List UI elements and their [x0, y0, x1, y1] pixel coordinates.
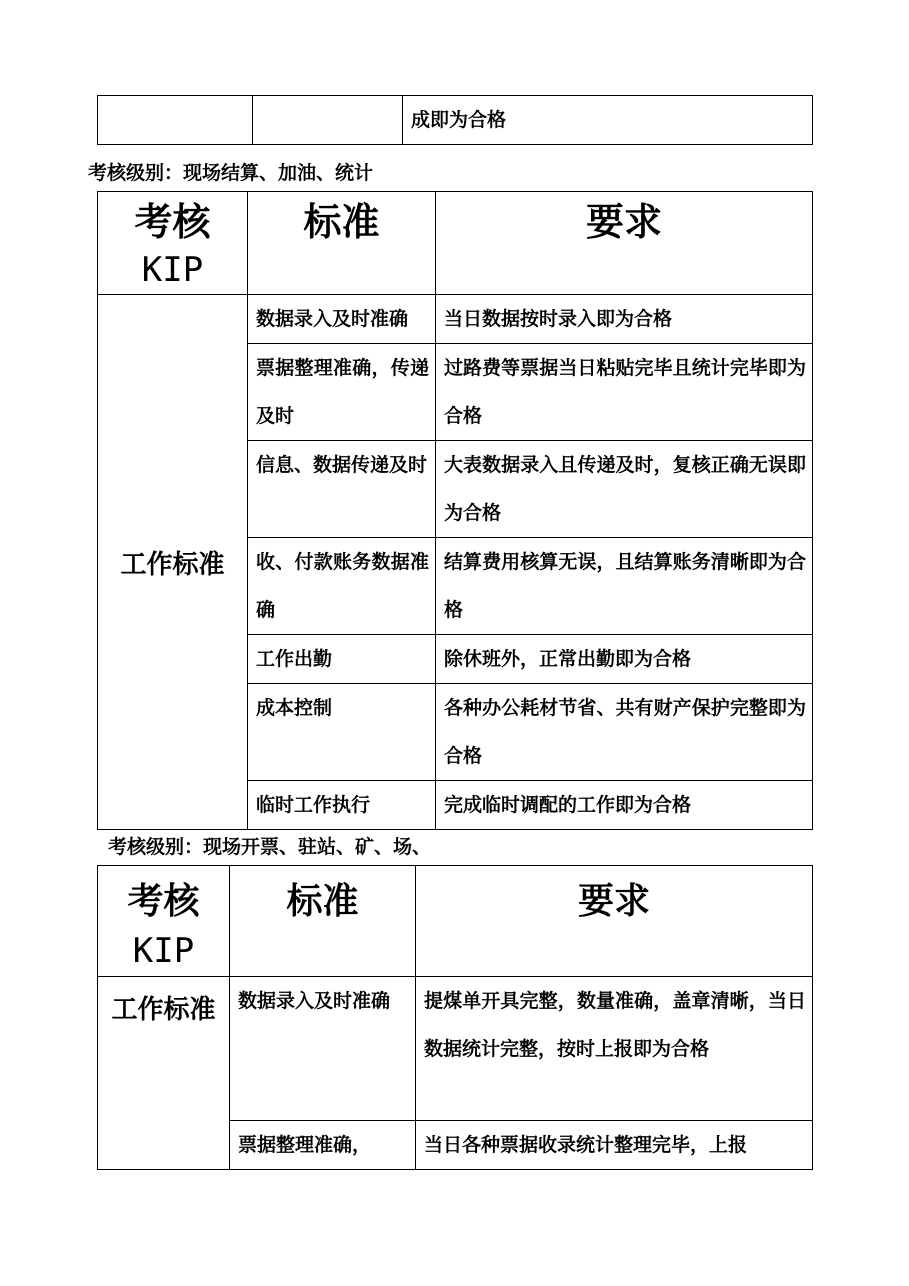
header-kip-line2: KIP — [132, 931, 195, 971]
header-standard: 标准 — [230, 866, 416, 977]
section2-header-row — [98, 866, 813, 977]
header-kip-line1: 考核 — [127, 880, 200, 922]
row-header-work-standard: 工作标准 — [98, 295, 248, 830]
requirement-cell: 当日各种票据收录统计整理完毕，上报 — [416, 1121, 813, 1170]
header-kip-line1: 考核 — [134, 199, 211, 244]
fragment-cell-1 — [98, 96, 253, 145]
table-row — [98, 295, 813, 344]
section1-table — [97, 191, 813, 830]
section1-label: 考核级别：现场结算、加油、统计 — [88, 162, 374, 184]
header-kip — [98, 192, 248, 295]
standard-cell: 工作出勤 — [248, 635, 436, 684]
standard-cell: 临时工作执行 — [248, 781, 436, 830]
top-fragment-table — [97, 95, 813, 145]
table-row — [98, 977, 813, 1121]
standard-cell: 收、付款账务数据准确 — [248, 538, 436, 635]
standard-cell: 票据整理准确， — [230, 1121, 416, 1170]
section2-table — [97, 865, 813, 1170]
standard-cell: 信息、数据传递及时 — [248, 441, 436, 538]
requirement-cell: 各种办公耗材节省、共有财产保护完整即为合格 — [436, 684, 813, 781]
requirement-cell: 除休班外，正常出勤即为合格 — [436, 635, 813, 684]
header-kip — [98, 866, 230, 977]
section2-label: 考核级别：现场开票、驻站、矿、场、 — [108, 836, 432, 858]
standard-cell: 票据整理准确，传递及时 — [248, 344, 436, 441]
fragment-cell-3: 成即为合格 — [403, 96, 813, 145]
requirement-cell: 提煤单开具完整，数量准确，盖章清晰，当日数据统计完整，按时上报即为合格 — [416, 977, 813, 1121]
requirement-cell: 完成临时调配的工作即为合格 — [436, 781, 813, 830]
standard-cell: 数据录入及时准确 — [230, 977, 416, 1121]
fragment-cell-2 — [253, 96, 403, 145]
header-requirement: 要求 — [436, 192, 813, 295]
standard-cell: 成本控制 — [248, 684, 436, 781]
requirement-cell: 大表数据录入且传递及时，复核正确无误即为合格 — [436, 441, 813, 538]
header-requirement: 要求 — [416, 866, 813, 977]
header-standard: 标准 — [248, 192, 436, 295]
requirement-cell: 当日数据按时录入即为合格 — [436, 295, 813, 344]
header-kip-line2: KIP — [141, 250, 204, 290]
requirement-cell: 过路费等票据当日粘贴完毕且统计完毕即为合格 — [436, 344, 813, 441]
standard-cell: 数据录入及时准确 — [248, 295, 436, 344]
row-header-work-standard: 工作标准 — [98, 977, 230, 1170]
section1-header-row — [98, 192, 813, 295]
requirement-cell: 结算费用核算无误，且结算账务清晰即为合格 — [436, 538, 813, 635]
